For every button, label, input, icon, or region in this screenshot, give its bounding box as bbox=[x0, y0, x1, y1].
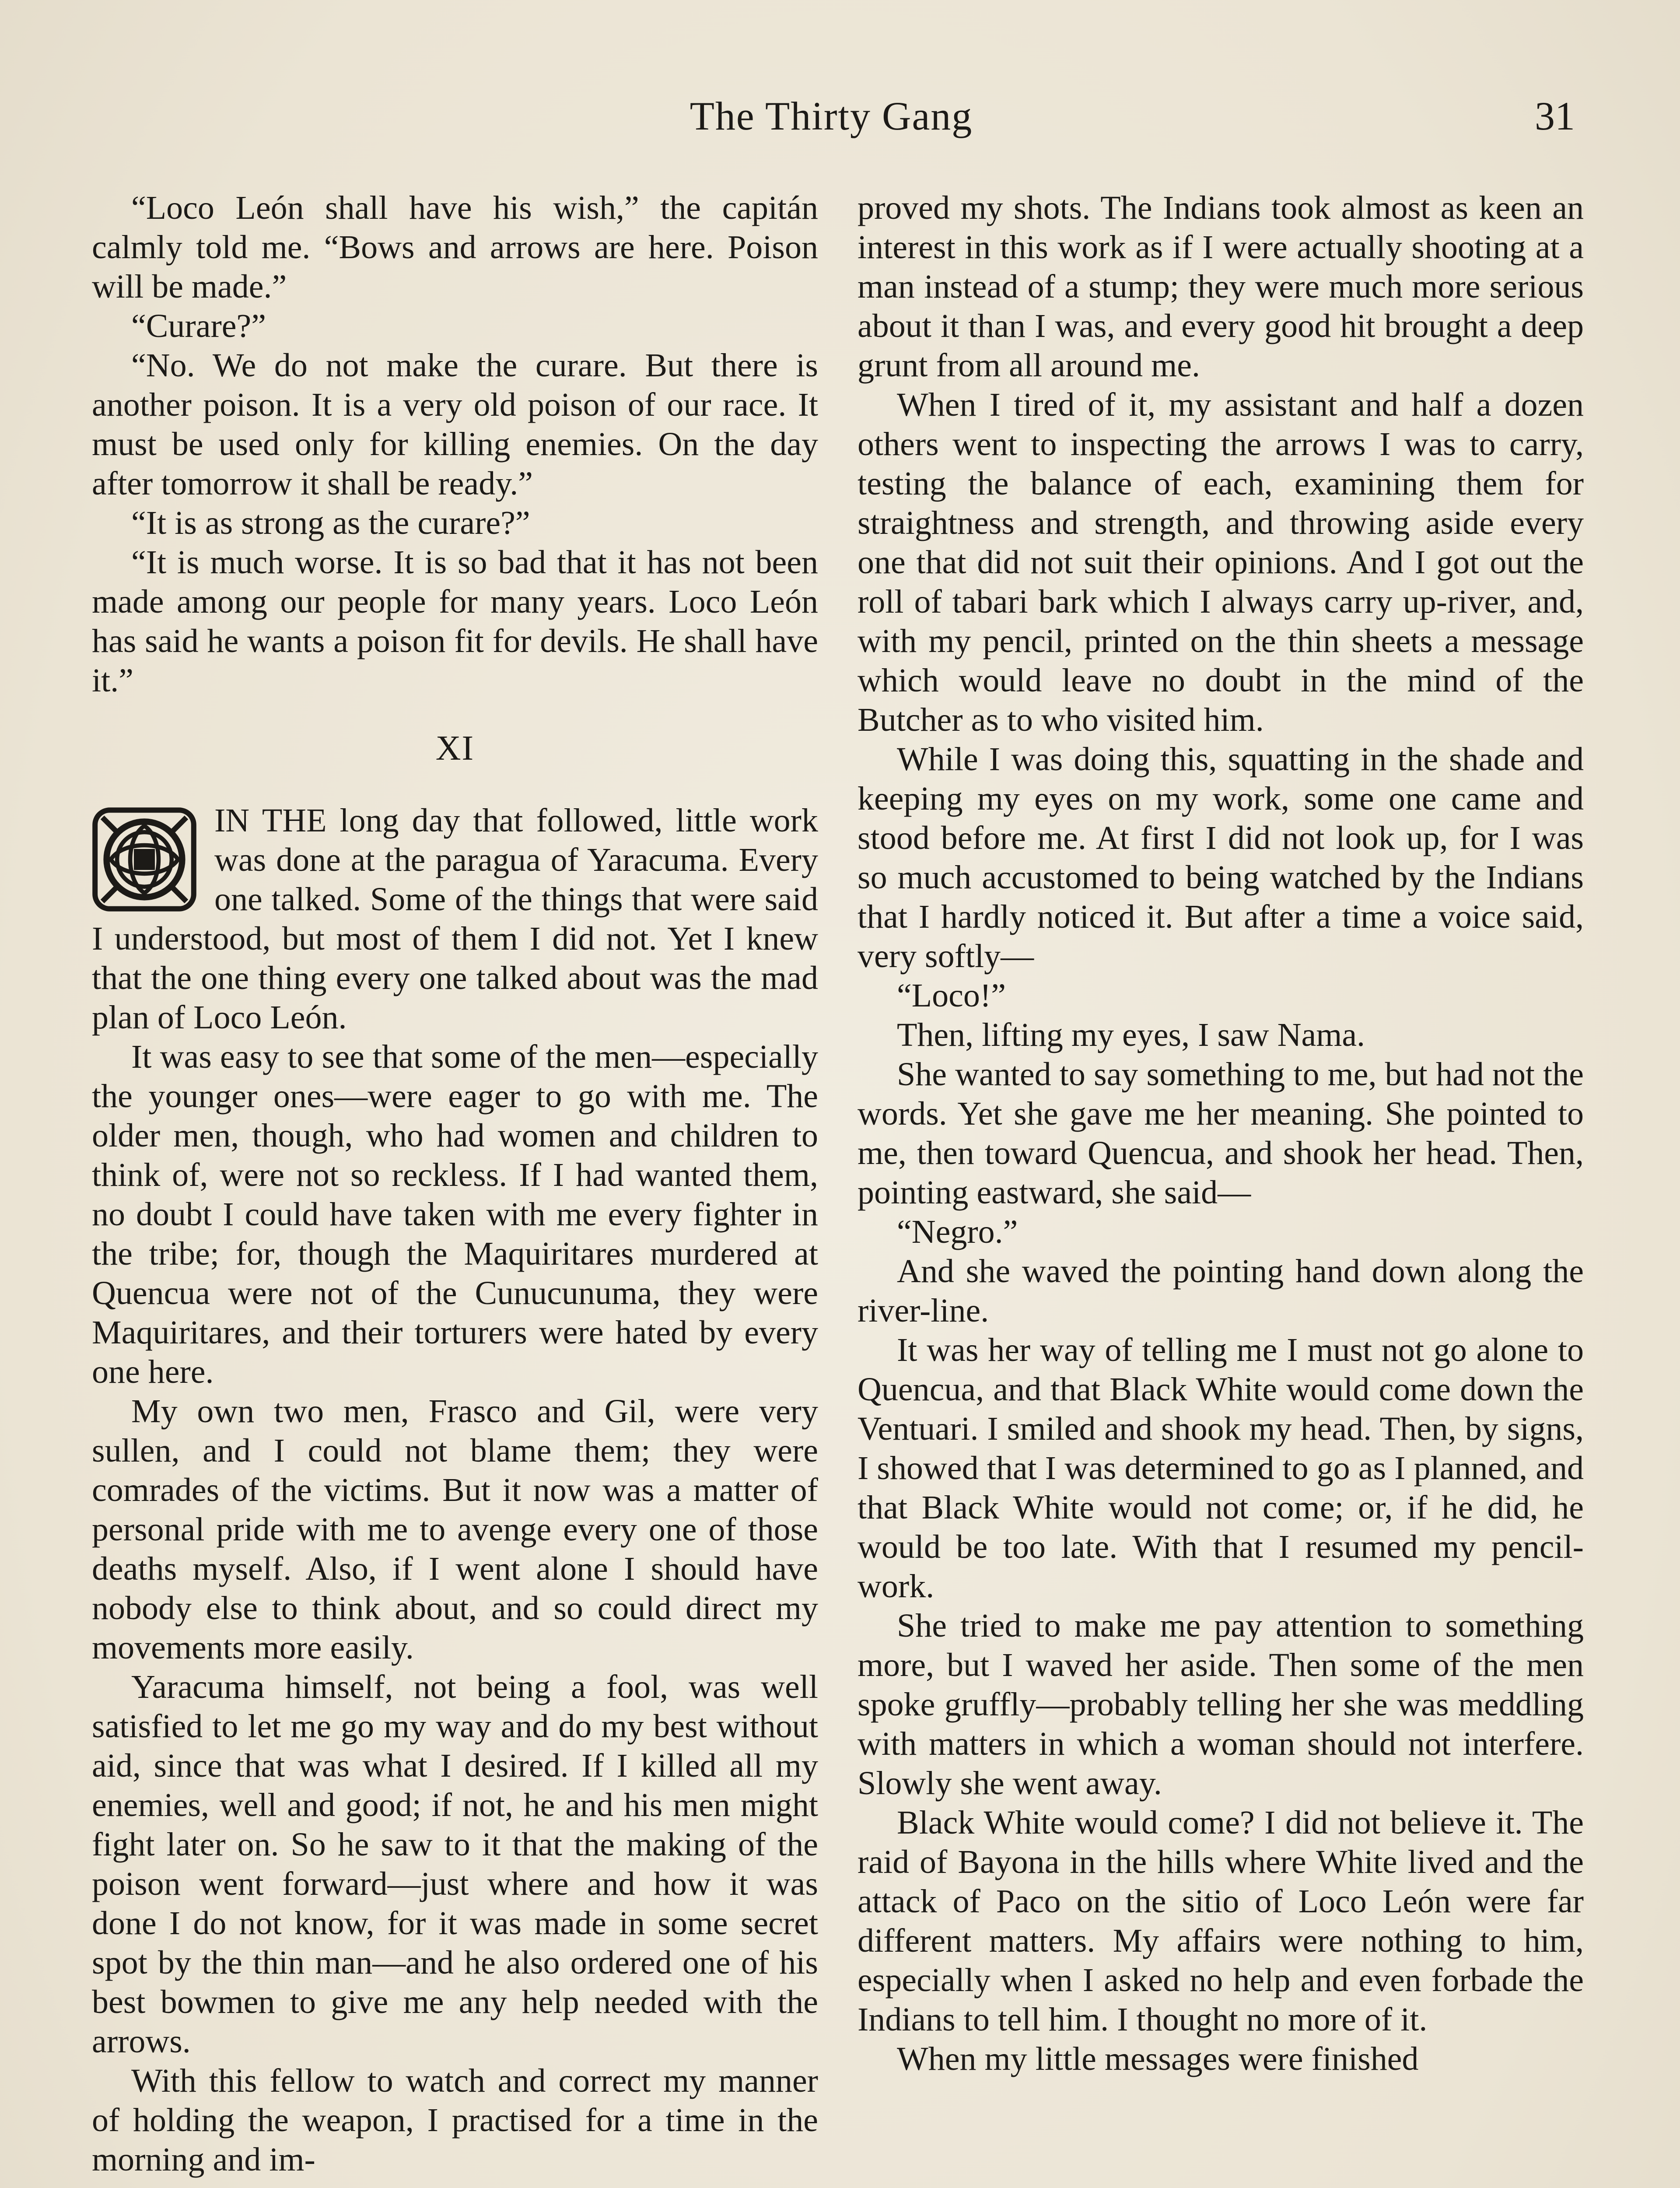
paragraph: And she waved the pointing hand down along the river-line. bbox=[858, 1253, 1584, 1329]
paragraph: She tried to make me pay attention to something more, but I waved her aside. Then some of the men spoke gruffly—probably telling her she was meddling with matters in which a woman should not interfere. Slowly she went away. bbox=[858, 1607, 1584, 1802]
paragraph: “No. We do not make the curare. But there is another poison. It is a very old poison of our race. It must be used only for killing enemies. On the day after tomorrow it shall be ready.” bbox=[92, 347, 818, 502]
paragraph: “Loco!” bbox=[897, 977, 1006, 1014]
paragraph: “It is much worse. It is so bad that it has not been made among our people for many years. Loco León has said he wants a poison fit for devils. He shall have it.” bbox=[92, 544, 818, 699]
paragraph: When I tired of it, my assistant and half a dozen others went to inspecting the arrows I was to carry, testing the balance of each, examining them for straightness and strength, and throwing aside every one that did not suit their opinions. And I got out the roll of tabari bark which I always carry up-river, and, with my pencil, printed on the thin sheets a message which would leave no doubt in the mind of the Butcher as to who visited him. bbox=[858, 386, 1584, 738]
paragraph: “It is as strong as the curare?” bbox=[131, 505, 530, 541]
running-head bbox=[0, 83, 1680, 149]
running-title: The Thirty Gang bbox=[690, 94, 973, 138]
paragraph: “Curare?” bbox=[131, 308, 266, 344]
dropcap-paragraph bbox=[92, 801, 818, 1037]
paragraph: My own two men, Frasco and Gil, were very sullen, and I could not blame them; they were comrades of the victims. But it now was a matter of personal pride with me to avenge every one of those deaths myself. Also, if I went alone I should have nobody else to think about, and so could direct my movements more easily. bbox=[92, 1393, 818, 1666]
paragraph: She wanted to say something to me, but had not the words. Yet she gave me her meaning. She pointed to me, then toward Quencua, and shook her head. Then, pointing eastward, she said— bbox=[858, 1056, 1584, 1211]
paragraph: With this fellow to watch and correct my manner of holding the weapon, I practised for a time in the morning and im- bbox=[92, 2062, 818, 2178]
paragraph: “Negro.” bbox=[897, 1213, 1018, 1250]
section-heading: XI bbox=[435, 729, 475, 768]
left-column bbox=[92, 188, 818, 2179]
page-number: 31 bbox=[1535, 94, 1575, 138]
paragraph: Yaracuma himself, not being a fool, was well satisfied to let me go my way and do my best without aid, since that was what I desired. If I killed all my enemies, well and good; if not, he and his men might fight later on. So he saw to it that the making of the poison went forward—just where and how it was done I do not know, for it was made in some secret spot by the thin man—and he also ordered one of his best bowmen to give me any help needed with the arrows. bbox=[92, 1669, 818, 2060]
dropcap-paragraph-text: IN THE long day that followed, little work was done at the paragua of Yaracuma. Every one talked. Some of the things that were said I understood, but most of them I did not. Yet I knew that the one thing every one talked about was the mad plan of Loco León. bbox=[92, 802, 818, 1036]
paragraph-continued: proved my shots. The Indians took almost as keen an interest in this work as if I were actually shooting at a man instead of a stump; they were much more serious about it than I was, and every good hit brought a deep grunt from all around me. bbox=[858, 189, 1584, 384]
paragraph: It was easy to see that some of the men—especially the younger ones—were eager to go with me. The older men, though, who had women and children to think of, were not so reckless. If I had wanted them, no doubt I could have taken with me every fighter in the tribe; for, though the Maquiritares murdered at Quencua were not of the Cunucunuma, they were Maquiritares, and their torturers were hated by every one here. bbox=[92, 1038, 818, 1390]
paragraph: While I was doing this, squatting in the shade and keeping my eyes on my work, some one came and stood before me. At first I did not look up, for I was so much accustomed to being watched by the Indians that I hardly noticed it. But after a time a voice said, very softly— bbox=[858, 741, 1584, 975]
paragraph: When my little messages were finished bbox=[897, 2041, 1419, 2077]
paragraph: It was her way of telling me I must not go alone to Quencua, and that Black White would come down the Ventuari. I smiled and shook my head. Then, by signs, I showed that I was determined to go as I planned, and that Black White would not come; or, if he did, he would be too late. With that I resumed my pencil-work. bbox=[858, 1332, 1584, 1605]
paragraph: Black White would come? I did not believe it. The raid of Bayona in the hills where White lived and the attack of Paco on the sitio of Loco León were far different matters. My affairs were nothing to him, especially when I asked no help and even forbade the Indians to tell him. I thought no more of it. bbox=[858, 1804, 1584, 2038]
celtic-knot-ornament-icon bbox=[92, 807, 197, 912]
paragraph: “Loco León shall have his wish,” the capitán calmly told me. “Bows and arrows are here. Poison will be made.” bbox=[92, 189, 818, 305]
paragraph: Then, lifting my eyes, I saw Nama. bbox=[897, 1017, 1365, 1053]
right-column bbox=[858, 188, 1584, 2079]
